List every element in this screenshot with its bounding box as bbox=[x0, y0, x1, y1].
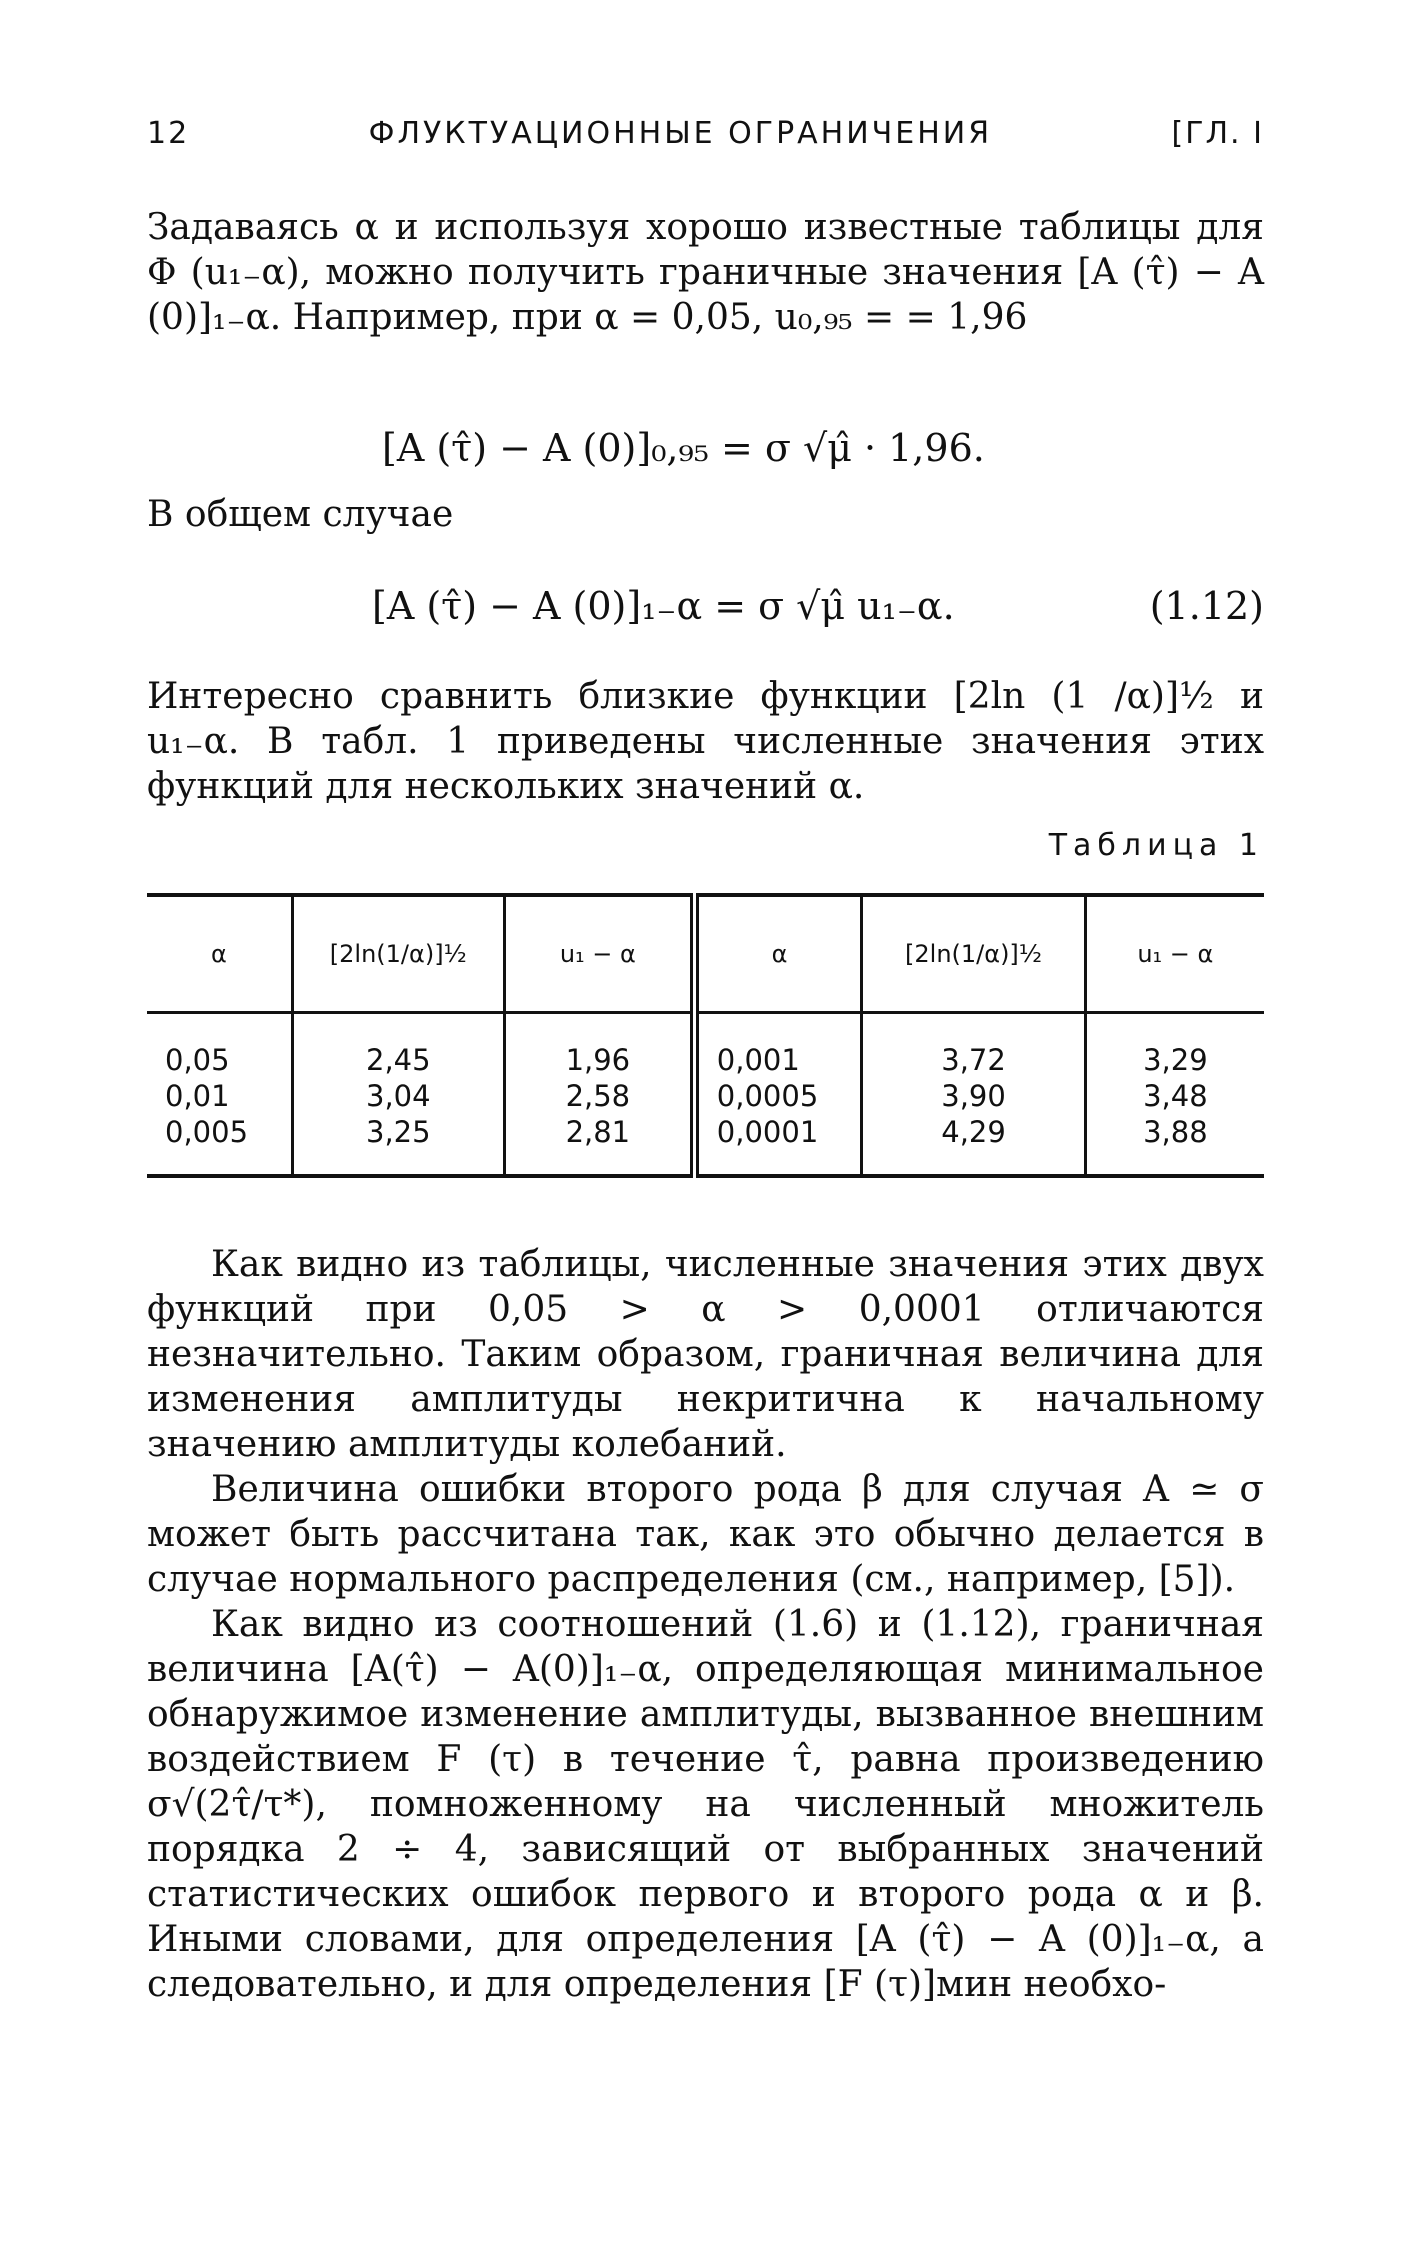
table-cell: 3,04 bbox=[366, 1079, 431, 1113]
table-cell: 2,81 bbox=[565, 1115, 631, 1149]
table-cell: 3,29 bbox=[1143, 1043, 1208, 1077]
header-u-left: u₁ − α bbox=[504, 895, 694, 1013]
paragraph-5: Величина ошибки второго рода β для случая A ≃ σ может быть рассчитана так, как это обычно делается в случае нормального распределения (см., например, [5]). bbox=[147, 1469, 1264, 1600]
table-row bbox=[147, 1013, 1264, 1177]
paragraph-4: Как видно из таблицы, численные значения этих двух функций при 0,05 > α > 0,0001 отличаются незначительно. Таким образом, граничная величина для изменения амплитуды некритична к начальному значению амплитуды колебаний. bbox=[147, 1244, 1264, 1465]
table-cell: 3,25 bbox=[366, 1115, 431, 1149]
page-header bbox=[147, 108, 1264, 158]
formula-2-expression: [A (τ̂) − A (0)]₁₋α = σ √μ̂ u₁₋α. bbox=[372, 584, 955, 628]
table-cell: 3,90 bbox=[941, 1079, 1006, 1113]
running-title: ФЛУКТУАЦИОННЫЕ ОГРАНИЧЕНИЯ bbox=[368, 115, 993, 151]
formula-1 bbox=[147, 418, 1264, 478]
alpha-left-column bbox=[147, 1013, 292, 1177]
paragraph-3: Интересно сравнить близкие функции [2ln (1 /α)]½ и u₁₋α. В табл. 1 приведены численные значения этих функций для нескольких значений α. bbox=[147, 676, 1264, 807]
table-cell: 0,0001 bbox=[716, 1115, 819, 1149]
table-cell: 0,0005 bbox=[716, 1079, 819, 1113]
table-cell: 0,01 bbox=[165, 1079, 230, 1113]
ln-right-column bbox=[862, 1013, 1085, 1177]
paragraph-2: В общем случае bbox=[147, 494, 454, 535]
table-cell: 3,48 bbox=[1143, 1079, 1208, 1113]
u-left-column bbox=[504, 1013, 694, 1177]
page-number: 12 bbox=[147, 115, 190, 151]
table-cell: 3,88 bbox=[1143, 1115, 1208, 1149]
ln-left-column bbox=[292, 1013, 504, 1177]
table-cell: 3,72 bbox=[941, 1043, 1006, 1077]
header-u-right: u₁ − α bbox=[1085, 895, 1264, 1013]
table-cell: 2,58 bbox=[565, 1079, 631, 1113]
alpha-right-column bbox=[694, 1013, 862, 1177]
table-cell: 2,45 bbox=[366, 1043, 431, 1077]
header-ln-right: [2ln(1/α)]½ bbox=[862, 895, 1085, 1013]
table-cell: 0,001 bbox=[716, 1043, 800, 1077]
table-caption: Таблица 1 bbox=[1048, 828, 1264, 863]
header-alpha-left: α bbox=[147, 895, 292, 1013]
u-right-column bbox=[1085, 1013, 1264, 1177]
paragraph-1: Задаваясь α и используя хорошо известные таблицы для Φ (u₁₋α), можно получить граничные значения [A (τ̂) − A (0)]₁₋α. Например, при α = 0,05, u₀,₉₅ = = 1,96 bbox=[147, 207, 1264, 338]
header-ln-left: [2ln(1/α)]½ bbox=[292, 895, 504, 1013]
formula-2 bbox=[147, 576, 1264, 636]
table-cell: 1,96 bbox=[565, 1043, 631, 1077]
table-1 bbox=[147, 893, 1264, 1178]
equation-number: (1.12) bbox=[1149, 584, 1264, 628]
paragraph-6: Как видно из соотношений (1.6) и (1.12), граничная величина [A(τ̂) − A(0)]₁₋α, определяющая минимальное обнаружимое изменение амплитуды, вызванное внешним воздействием F (τ) в течение τ̂, равна произведению σ√(2τ̂/τ*), помноженному на численный множитель порядка 2 ÷ 4, зависящий от выбранных значений статистических ошибок первого и второго рода α и β. Иными словами, для определения [A (τ̂) − A (0)]₁₋α, а следовательно, и для определения [F (τ)]мин необхо- bbox=[147, 1604, 1264, 2005]
formula-1-expression: [A (τ̂) − A (0)]₀,₉₅ = σ √μ̂ · 1,96. bbox=[382, 426, 985, 470]
table-cell: 0,005 bbox=[165, 1115, 249, 1149]
table-header-row bbox=[147, 895, 1264, 1013]
table-cell: 4,29 bbox=[941, 1115, 1006, 1149]
table-cell: 0,05 bbox=[165, 1043, 230, 1077]
header-alpha-right: α bbox=[694, 895, 862, 1013]
chapter-label: [ГЛ. I bbox=[1171, 115, 1264, 151]
